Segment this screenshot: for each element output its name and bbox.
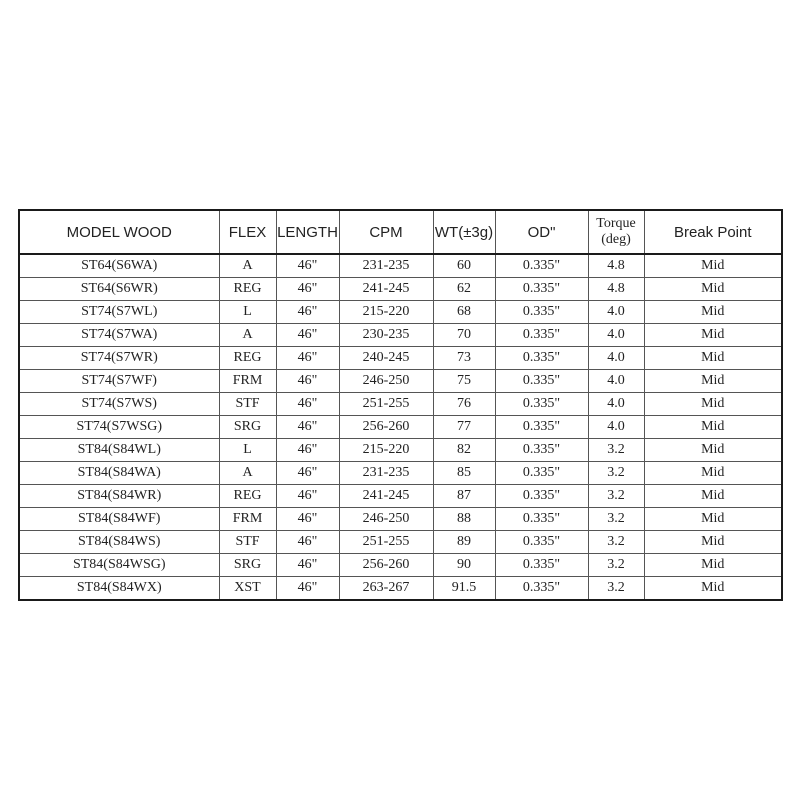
cell-model: ST74(S7WL) bbox=[19, 301, 219, 324]
cell-od: 0.335" bbox=[495, 577, 588, 601]
cell-cpm: 241-245 bbox=[339, 485, 433, 508]
cell-break-point: Mid bbox=[644, 508, 782, 531]
cell-wt: 62 bbox=[433, 278, 495, 301]
cell-torque: 4.8 bbox=[588, 278, 644, 301]
cell-wt: 73 bbox=[433, 347, 495, 370]
cell-model: ST84(S84WS) bbox=[19, 531, 219, 554]
cell-break-point: Mid bbox=[644, 324, 782, 347]
cell-torque: 4.0 bbox=[588, 370, 644, 393]
cell-model: ST84(S84WR) bbox=[19, 485, 219, 508]
cell-flex: SRG bbox=[219, 416, 276, 439]
cell-cpm: 246-250 bbox=[339, 508, 433, 531]
cell-od: 0.335" bbox=[495, 324, 588, 347]
cell-torque: 4.0 bbox=[588, 301, 644, 324]
cell-break-point: Mid bbox=[644, 485, 782, 508]
cell-od: 0.335" bbox=[495, 462, 588, 485]
cell-wt: 60 bbox=[433, 254, 495, 278]
header-break-point: Break Point bbox=[644, 210, 782, 254]
cell-od: 0.335" bbox=[495, 554, 588, 577]
cell-od: 0.335" bbox=[495, 393, 588, 416]
cell-torque: 3.2 bbox=[588, 531, 644, 554]
cell-cpm: 241-245 bbox=[339, 278, 433, 301]
cell-length: 46" bbox=[276, 301, 339, 324]
table-row bbox=[19, 347, 782, 370]
cell-torque: 3.2 bbox=[588, 485, 644, 508]
cell-length: 46" bbox=[276, 370, 339, 393]
header-cpm: CPM bbox=[339, 210, 433, 254]
header-flex: FLEX bbox=[219, 210, 276, 254]
cell-model: ST84(S84WF) bbox=[19, 508, 219, 531]
table-row bbox=[19, 554, 782, 577]
cell-model: ST74(S7WA) bbox=[19, 324, 219, 347]
header-length: LENGTH bbox=[276, 210, 339, 254]
cell-break-point: Mid bbox=[644, 554, 782, 577]
cell-wt: 90 bbox=[433, 554, 495, 577]
header-od: OD" bbox=[495, 210, 588, 254]
cell-length: 46" bbox=[276, 393, 339, 416]
cell-flex: REG bbox=[219, 347, 276, 370]
cell-flex: STF bbox=[219, 531, 276, 554]
cell-model: ST74(S7WF) bbox=[19, 370, 219, 393]
table-row bbox=[19, 324, 782, 347]
cell-wt: 85 bbox=[433, 462, 495, 485]
cell-wt: 77 bbox=[433, 416, 495, 439]
cell-break-point: Mid bbox=[644, 301, 782, 324]
cell-flex: SRG bbox=[219, 554, 276, 577]
cell-wt: 88 bbox=[433, 508, 495, 531]
cell-length: 46" bbox=[276, 254, 339, 278]
cell-cpm: 215-220 bbox=[339, 439, 433, 462]
cell-wt: 89 bbox=[433, 531, 495, 554]
cell-flex: STF bbox=[219, 393, 276, 416]
cell-break-point: Mid bbox=[644, 254, 782, 278]
cell-model: ST64(S6WR) bbox=[19, 278, 219, 301]
cell-od: 0.335" bbox=[495, 416, 588, 439]
cell-model: ST74(S7WSG) bbox=[19, 416, 219, 439]
cell-model: ST84(S84WX) bbox=[19, 577, 219, 601]
cell-torque: 4.0 bbox=[588, 393, 644, 416]
cell-model: ST84(S84WL) bbox=[19, 439, 219, 462]
cell-break-point: Mid bbox=[644, 439, 782, 462]
cell-model: ST64(S6WA) bbox=[19, 254, 219, 278]
cell-flex: A bbox=[219, 324, 276, 347]
table-row bbox=[19, 485, 782, 508]
cell-cpm: 251-255 bbox=[339, 531, 433, 554]
cell-flex: A bbox=[219, 254, 276, 278]
table-row bbox=[19, 254, 782, 278]
cell-model: ST74(S7WR) bbox=[19, 347, 219, 370]
cell-length: 46" bbox=[276, 347, 339, 370]
header-model: MODEL WOOD bbox=[19, 210, 219, 254]
cell-torque: 3.2 bbox=[588, 462, 644, 485]
cell-od: 0.335" bbox=[495, 508, 588, 531]
cell-break-point: Mid bbox=[644, 531, 782, 554]
cell-wt: 82 bbox=[433, 439, 495, 462]
cell-cpm: 215-220 bbox=[339, 301, 433, 324]
cell-od: 0.335" bbox=[495, 439, 588, 462]
cell-cpm: 231-235 bbox=[339, 462, 433, 485]
cell-cpm: 231-235 bbox=[339, 254, 433, 278]
cell-flex: A bbox=[219, 462, 276, 485]
table-row bbox=[19, 508, 782, 531]
cell-od: 0.335" bbox=[495, 370, 588, 393]
cell-break-point: Mid bbox=[644, 462, 782, 485]
cell-od: 0.335" bbox=[495, 301, 588, 324]
cell-length: 46" bbox=[276, 485, 339, 508]
cell-length: 46" bbox=[276, 462, 339, 485]
cell-model: ST74(S7WS) bbox=[19, 393, 219, 416]
cell-flex: FRM bbox=[219, 370, 276, 393]
header-torque bbox=[588, 210, 644, 254]
table-row bbox=[19, 577, 782, 601]
cell-flex: XST bbox=[219, 577, 276, 601]
cell-wt: 76 bbox=[433, 393, 495, 416]
cell-flex: REG bbox=[219, 278, 276, 301]
cell-wt: 68 bbox=[433, 301, 495, 324]
cell-od: 0.335" bbox=[495, 278, 588, 301]
cell-od: 0.335" bbox=[495, 347, 588, 370]
table-row bbox=[19, 370, 782, 393]
table-body bbox=[19, 254, 782, 600]
cell-break-point: Mid bbox=[644, 393, 782, 416]
cell-break-point: Mid bbox=[644, 347, 782, 370]
header-torque-label: Torque bbox=[596, 216, 636, 231]
cell-torque: 3.2 bbox=[588, 508, 644, 531]
cell-od: 0.335" bbox=[495, 254, 588, 278]
table-row bbox=[19, 416, 782, 439]
cell-length: 46" bbox=[276, 531, 339, 554]
cell-wt: 75 bbox=[433, 370, 495, 393]
table-row bbox=[19, 393, 782, 416]
cell-torque: 4.0 bbox=[588, 347, 644, 370]
cell-length: 46" bbox=[276, 508, 339, 531]
cell-model: ST84(S84WA) bbox=[19, 462, 219, 485]
cell-model: ST84(S84WSG) bbox=[19, 554, 219, 577]
cell-cpm: 256-260 bbox=[339, 554, 433, 577]
cell-flex: FRM bbox=[219, 508, 276, 531]
cell-torque: 4.8 bbox=[588, 254, 644, 278]
cell-cpm: 251-255 bbox=[339, 393, 433, 416]
table-row bbox=[19, 278, 782, 301]
cell-cpm: 240-245 bbox=[339, 347, 433, 370]
header-weight: WT(±3g) bbox=[433, 210, 495, 254]
cell-length: 46" bbox=[276, 577, 339, 601]
cell-torque: 4.0 bbox=[588, 324, 644, 347]
shaft-spec-table bbox=[18, 209, 783, 601]
cell-length: 46" bbox=[276, 439, 339, 462]
cell-torque: 3.2 bbox=[588, 577, 644, 601]
cell-wt: 70 bbox=[433, 324, 495, 347]
header-row bbox=[19, 210, 782, 254]
cell-wt: 91.5 bbox=[433, 577, 495, 601]
cell-length: 46" bbox=[276, 416, 339, 439]
cell-break-point: Mid bbox=[644, 416, 782, 439]
cell-length: 46" bbox=[276, 324, 339, 347]
cell-flex: L bbox=[219, 439, 276, 462]
cell-cpm: 246-250 bbox=[339, 370, 433, 393]
table-row bbox=[19, 531, 782, 554]
cell-break-point: Mid bbox=[644, 370, 782, 393]
cell-cpm: 263-267 bbox=[339, 577, 433, 601]
cell-od: 0.335" bbox=[495, 485, 588, 508]
cell-cpm: 230-235 bbox=[339, 324, 433, 347]
header-torque-unit: (deg) bbox=[601, 232, 631, 247]
cell-break-point: Mid bbox=[644, 577, 782, 601]
table-row bbox=[19, 462, 782, 485]
table-header bbox=[19, 210, 782, 254]
cell-torque: 3.2 bbox=[588, 554, 644, 577]
cell-length: 46" bbox=[276, 554, 339, 577]
table-row bbox=[19, 301, 782, 324]
cell-torque: 4.0 bbox=[588, 416, 644, 439]
cell-od: 0.335" bbox=[495, 531, 588, 554]
cell-flex: REG bbox=[219, 485, 276, 508]
cell-length: 46" bbox=[276, 278, 339, 301]
cell-cpm: 256-260 bbox=[339, 416, 433, 439]
cell-flex: L bbox=[219, 301, 276, 324]
cell-torque: 3.2 bbox=[588, 439, 644, 462]
table-row bbox=[19, 439, 782, 462]
cell-wt: 87 bbox=[433, 485, 495, 508]
cell-break-point: Mid bbox=[644, 278, 782, 301]
